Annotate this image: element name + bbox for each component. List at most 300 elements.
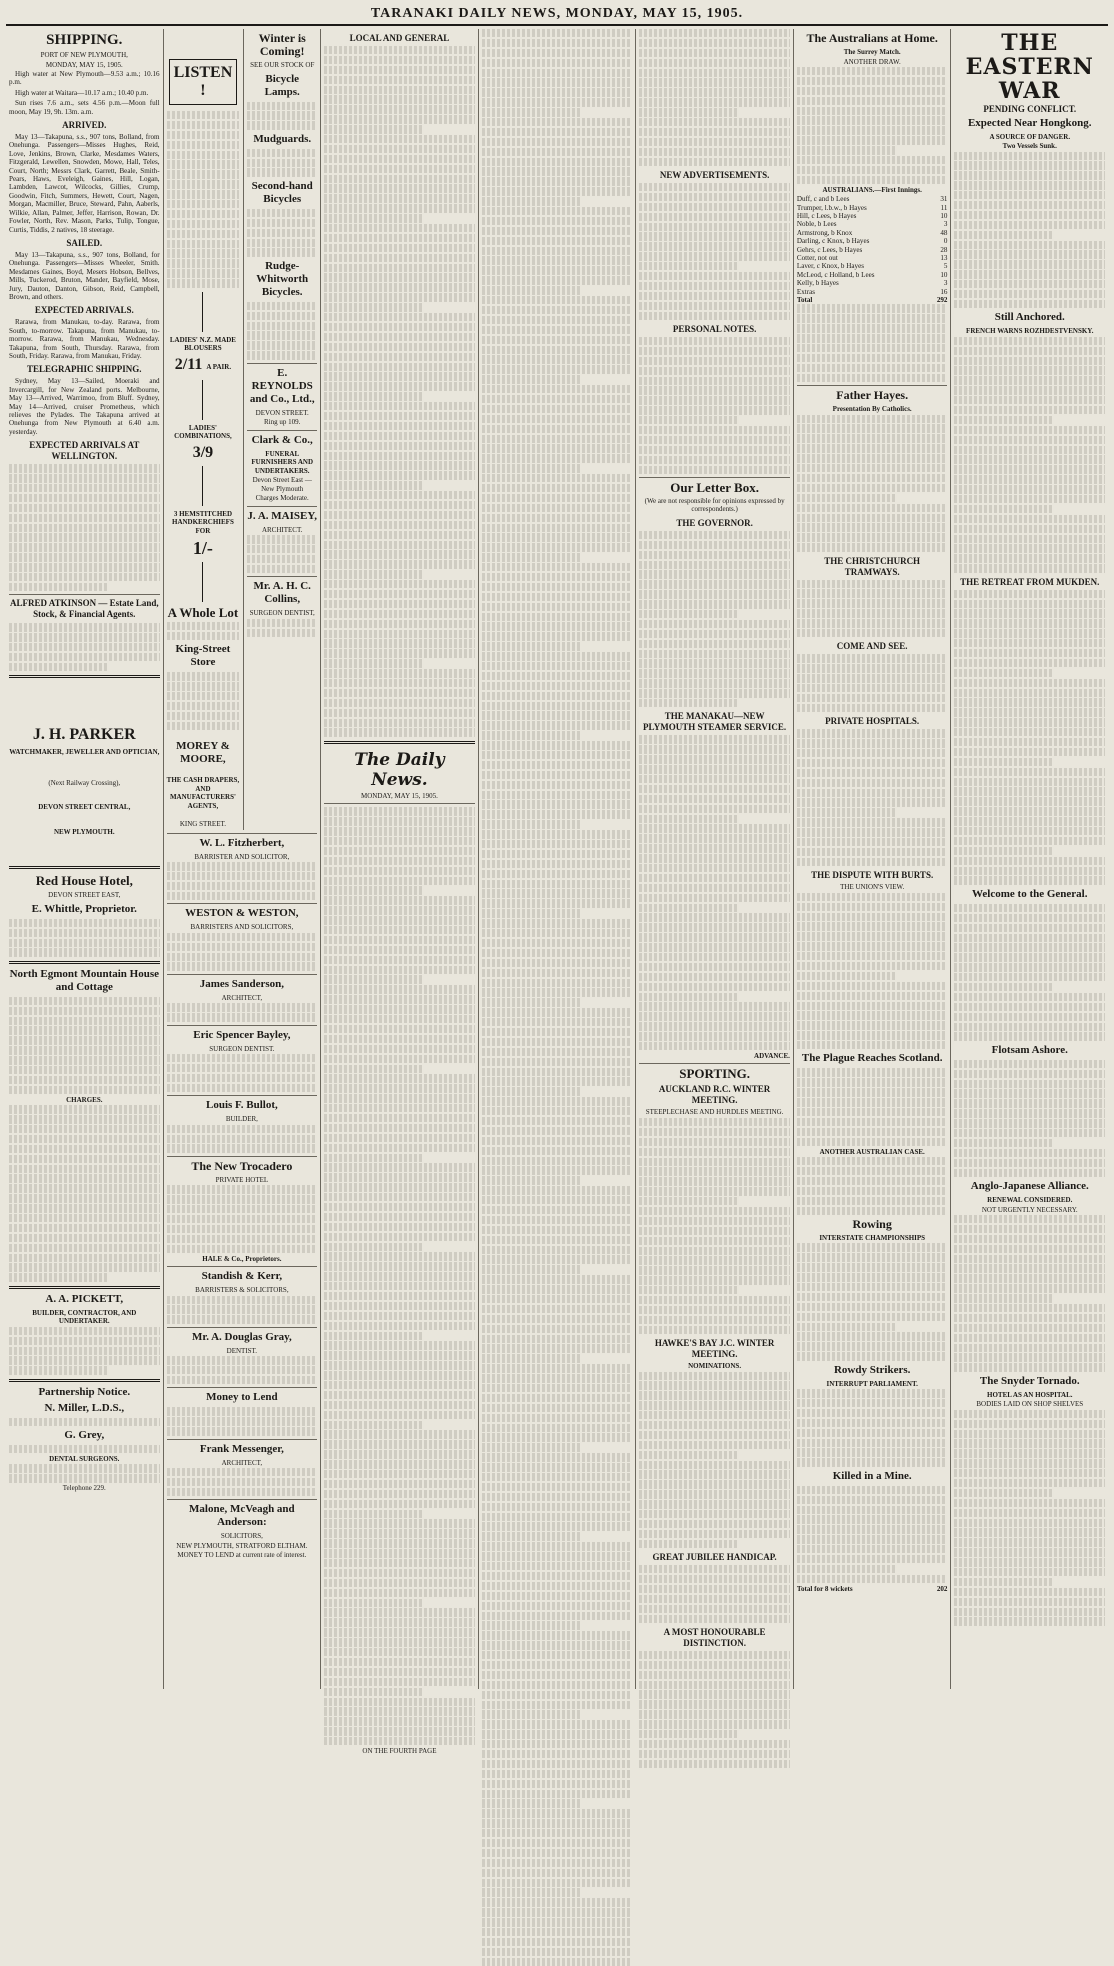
douglas-gray-name: Mr. A. Douglas Gray, [191,1330,292,1343]
text-line [797,334,948,342]
text-line [639,1372,790,1380]
malone-trade: SOLICITORS, [220,1532,263,1541]
text-line [797,454,948,462]
text-line [482,543,633,551]
text-line [482,1849,633,1857]
text-line [954,1344,1105,1352]
french-heading: FRENCH WARNS ROZHDESTVENSKY. [966,327,1094,336]
tide-np: High water at New Plymouth—9.53 a.m.; 10.16 p.m. [9,70,160,87]
text-line [639,824,790,832]
text-line [639,913,790,921]
text-line [482,1077,633,1085]
text-line [324,728,475,736]
text-line [797,982,948,990]
text-line [324,382,475,390]
text-line [482,909,580,917]
text-line [797,1429,948,1437]
telegraphic-text: Sydney, May 13—Sailed, Moeraki and Invercargill, for New Zealand ports. Melbourne, May 13—Arrived, Warrimoo, from Bluff. Sydney, May 14—Arrived, cruiser Prometheus, which relieves the Pylades. The Takapuna arrived at Onehunga from New Plymouth at 6.40 a.m. yesterday. [9,377,160,436]
text-line [797,304,948,312]
standish-name: Standish & Kerr, [201,1270,283,1283]
text-line [954,1430,1105,1438]
text-line [482,1285,633,1293]
mudguards: Mudguards. [253,132,312,145]
text-line [954,1469,1105,1477]
text-line [639,367,790,375]
text-line [639,466,790,474]
text-line [797,324,948,332]
text-line [954,366,1105,374]
text-line [639,1306,790,1314]
text-line [324,1065,422,1073]
column-shipping [6,29,164,1689]
text-line [639,1730,737,1738]
text-line [482,979,633,987]
text-line [324,620,475,628]
australians-heading: The Australians at Home. [806,31,938,45]
text-line [324,343,475,351]
text-line [797,779,948,787]
text-line [482,1908,633,1916]
text-line [639,1720,790,1728]
text-line [482,1681,633,1689]
text-line [954,609,1105,617]
text-line [797,828,948,836]
text-line [797,136,948,144]
text-line [324,1579,475,1587]
text-line [324,175,475,183]
port-line: PORT OF NEW PLYMOUTH, [40,51,128,59]
text-line [797,1342,948,1350]
score-runs: 3 [943,220,948,229]
text-line [324,452,475,460]
text-line [482,692,633,700]
text-line [482,1325,633,1333]
text-line [797,704,948,712]
text-line [954,797,1105,805]
text-line [482,1344,633,1352]
text-line [482,1819,633,1827]
score-batsman: Laver, c Knox, b Hayes [796,262,864,271]
text-line [324,837,475,845]
text-line [482,1799,580,1807]
text-line [324,867,475,875]
text-line [954,1119,1105,1127]
text-line [639,1042,790,1050]
auckland-heading: AUCKLAND R.C. WINTER MEETING. [658,1084,771,1106]
text-line [639,943,790,951]
text-line [482,1404,633,1412]
malone-name: Malone, McVeagh and Anderson: [189,1503,295,1529]
text-line [954,1013,1105,1021]
score2-total-label: Total for 8 wickets [796,1584,853,1593]
text-line [954,221,1105,229]
text-line [954,475,1105,483]
score-row [797,237,948,245]
bodies-heading: BODIES LAID ON SHOP SHELVES [976,1400,1084,1409]
text-line [482,613,633,621]
text-line [482,1552,633,1560]
text-line [797,484,948,492]
text-line [639,1540,737,1548]
text-line [324,1282,475,1290]
danger-heading: A SOURCE OF DANGER. [989,132,1071,141]
text-line [639,679,790,687]
text-line [954,837,1105,845]
expected-text: Rarawa, from Manukau, to-day. Rarawa, from South, to-morrow. Takapuna, from Manukau, to-morrow. Rarawa, from Manukau, Wednesday. Takapuna, from South, Thursday. Rarawa, from South, Friday. Rarawa, from Manukau, Friday. [9,318,160,360]
text-line [639,1595,790,1603]
text-line [954,1215,1105,1223]
redhouse-title: Red House Hotel, [35,873,133,889]
text-line [954,1274,1105,1282]
text-line [324,560,475,568]
parker-address: (Next Railway Crossing), [48,778,121,787]
text-line [954,857,1105,865]
text-line [324,1519,475,1527]
text-line [954,386,1105,394]
advance-signature: ADVANCE. [754,1051,790,1060]
text-line [797,1293,948,1301]
text-line [482,1770,633,1778]
text-line [639,386,790,394]
score2-total: 202 [936,1584,948,1593]
text-line [324,372,475,380]
text-line [954,708,1105,716]
text-line [954,515,1105,523]
text-line [324,1638,475,1646]
text-line [639,953,790,961]
text-line [797,759,948,767]
score-runs: 10 [940,212,948,220]
text-line [797,107,948,115]
text-line [639,1276,790,1284]
text-line [482,1790,633,1798]
text-line [482,553,580,561]
text-line [482,1394,633,1402]
text-line [482,336,633,344]
text-line [482,1938,633,1946]
text-line [482,504,633,512]
text-line [482,860,633,868]
sanderson-name: James Sanderson, [199,977,285,990]
text-line [797,922,948,930]
winter-heading: Winter is Coming! [258,31,306,58]
douglas-gray-trade: DENTIST. [226,1346,258,1355]
text-line [639,1671,790,1679]
text-line [324,1411,475,1419]
text-line [482,148,633,156]
text-line [639,1760,790,1768]
text-line [639,590,790,598]
text-line [482,1097,633,1105]
flotsam-heading: Flotsam Ashore. [991,1043,1068,1056]
text-line [482,632,633,640]
text-line [639,1750,790,1758]
text-line [324,56,475,64]
text-line [482,375,580,383]
text-line [954,485,1105,493]
text-line [639,118,790,126]
text-line [954,260,1105,268]
text-line [639,1500,790,1508]
text-line [482,286,580,294]
text-line [324,1302,475,1310]
text-line [954,600,1105,608]
text-line [639,396,790,404]
text-line [954,406,1105,414]
text-line [324,481,422,489]
text-line [639,551,790,559]
text-line [954,639,1105,647]
text-line [482,1058,633,1066]
sun-moon: Sun rises 7.6 a.m., sets 4.56 p.m.—Moon full moon, May 19, 9h. 13m. a.m. [9,99,160,116]
text-line [639,745,790,753]
text-line [324,66,475,74]
text-line [482,1176,580,1184]
text-line [639,1227,790,1235]
text-line [797,415,948,423]
text-line [324,1005,475,1013]
tramways-heading: THE CHRISTCHURCH TRAMWAYS. [824,555,921,577]
text-line [639,1187,790,1195]
text-line [482,1809,633,1817]
scorecard [797,195,948,296]
text-line [482,1839,633,1847]
text-line [954,1139,1052,1147]
text-line [639,282,790,290]
text-line [482,454,633,462]
text-line [482,1780,633,1788]
text-line [324,807,475,815]
text-line [324,234,475,242]
text-line [954,738,1105,746]
text-line [639,765,790,773]
text-line [639,1470,790,1478]
column-cricket-cables [794,29,952,1689]
text-line [797,739,948,747]
text-line [639,1441,790,1449]
text-line [482,256,633,264]
text-line [797,893,948,901]
text-line [482,1107,633,1115]
text-line [324,155,475,163]
text-line [482,425,633,433]
text-line [639,39,790,47]
text-line [324,1628,475,1636]
text-line [324,363,475,371]
bayley-name: Eric Spencer Bayley, [193,1028,291,1041]
text-line [482,1295,633,1303]
text-line [797,1253,948,1261]
whole-lot: A Whole Lot [167,605,239,621]
new-ads-heading: NEW ADVERTISEMENTS. [659,169,770,180]
text-line [639,1740,790,1748]
column-adverts [164,29,322,1689]
text-line [797,654,948,662]
combinations-label: LADIES' COMBINATIONS, [174,423,232,441]
text-line [324,1539,475,1547]
text-line [482,1186,633,1194]
text-line [482,1631,633,1639]
text-line [324,323,475,331]
text-line [482,711,633,719]
text-line [324,86,475,94]
text-line [954,669,1052,677]
text-line [324,491,475,499]
text-line [797,146,895,154]
collins-name: Mr. A. H. C. Collins, [253,580,311,606]
tide-waitara: High water at Waitara—10.17 a.m.; 10.40 p.m. [15,88,149,97]
text-line [954,876,1105,884]
text-line [797,1021,948,1029]
text-line [954,495,1105,503]
text-line [482,1493,633,1501]
text-line [482,949,633,957]
text-line [324,1618,475,1626]
text-line [797,77,948,85]
text-line [639,1217,790,1225]
text-line [639,1480,790,1488]
text-line [797,952,948,960]
text-line [797,848,948,856]
text-line [324,194,475,202]
text-line [954,768,1105,776]
text-line [482,1147,633,1155]
text-line [954,554,1105,562]
sailed-heading: SAILED. [66,237,103,248]
text-line [797,903,948,911]
text-line [482,1018,633,1026]
text-line [954,505,1052,513]
text-line [797,818,948,826]
text-line [639,1032,790,1040]
text-line [639,49,790,57]
text-line [797,126,948,134]
hayes-sub: Presentation By Catholics. [832,405,912,414]
king-street-store: King-Street Store [175,643,231,669]
messenger-trade: ARCHITECT, [221,1458,263,1467]
text-line [797,1002,948,1010]
text-line [639,1326,790,1334]
text-line [324,1154,422,1162]
reynolds-name: E. REYNOLDS and Co., Ltd., [249,366,315,405]
text-line [324,1559,475,1567]
text-line [482,1879,633,1887]
text-line [797,1138,948,1146]
rowdy-heading: Rowdy Strikers. [833,1363,911,1376]
text-line [324,1213,475,1221]
text-line [639,1411,790,1419]
text-line [482,1127,633,1135]
text-line [324,916,475,924]
text-line [324,649,475,657]
text-line [482,1503,633,1511]
text-line [797,972,895,980]
text-line [482,573,633,581]
text-line [639,983,790,991]
text-line [324,679,475,687]
text-line [797,589,948,597]
text-line [482,1869,633,1877]
text-line [324,1124,475,1132]
text-line [482,1720,633,1728]
score-batsman: Hill, c Lees, b Hayes [796,212,857,220]
score-batsman: Duff, c and b Lees [796,195,850,204]
column-local-general [321,29,479,1755]
text-line [482,1641,633,1649]
score-row [797,279,948,287]
text-line [482,39,633,47]
text-line [482,128,633,136]
text-line [639,223,790,231]
text-line [954,544,1105,552]
text-line [639,630,790,638]
text-line [639,1565,790,1573]
text-line [797,913,948,921]
text-line [797,619,948,627]
text-line [324,333,475,341]
score-batsman: Trumper, l.b.w., b Hayes [796,203,867,212]
sanderson-trade: ARCHITECT, [221,993,263,1002]
text-line [324,1243,422,1251]
partnership-heading: Partnership Notice. [38,1385,131,1398]
text-line [324,303,422,311]
text-line [324,1104,475,1112]
text-line [482,1651,633,1659]
text-line [639,158,790,166]
score-runs: 28 [940,245,948,254]
egmont-title: North Egmont Mountain House and Cottage [9,967,159,993]
text-line [639,1177,790,1185]
text-line [639,242,790,250]
text-line [639,755,790,763]
text-line [482,622,633,630]
maisey-name: J. A. MAISEY, [247,509,318,522]
text-line [482,1463,633,1471]
text-line [954,778,1105,786]
text-line [324,906,475,914]
text-line [639,232,790,240]
clark-name: Clark & Co., [251,433,313,446]
text-line [482,1433,633,1441]
text-line [639,735,790,743]
text-line [482,998,580,1006]
text-line [639,1710,790,1718]
text-line [639,541,790,549]
union-heading: THE UNION'S VIEW. [840,883,905,892]
text-line [324,145,475,153]
text-line [324,541,475,549]
text-line [797,374,948,382]
text-line [954,376,1105,384]
letter-box-note: (We are not responsible for opinions expressed by correspondents.) [644,496,785,514]
text-line [639,446,790,454]
text-line [797,1197,948,1205]
text-line [482,1424,633,1432]
fitzherbert-name: W. L. Fitzherbert, [199,836,285,849]
text-line [639,312,790,320]
text-line [954,1255,1105,1263]
killed-heading: Killed in a Mine. [832,1469,912,1482]
text-line [954,231,1052,239]
text-line [639,659,790,667]
text-line [639,416,737,424]
hongkong-heading: Expected Near Hongkong. [967,116,1092,129]
text-line [639,357,790,365]
text-line [482,1236,633,1244]
text-line [954,525,1105,533]
text-line [482,731,580,739]
personal-heading: PERSONAL NOTES. [672,323,757,334]
